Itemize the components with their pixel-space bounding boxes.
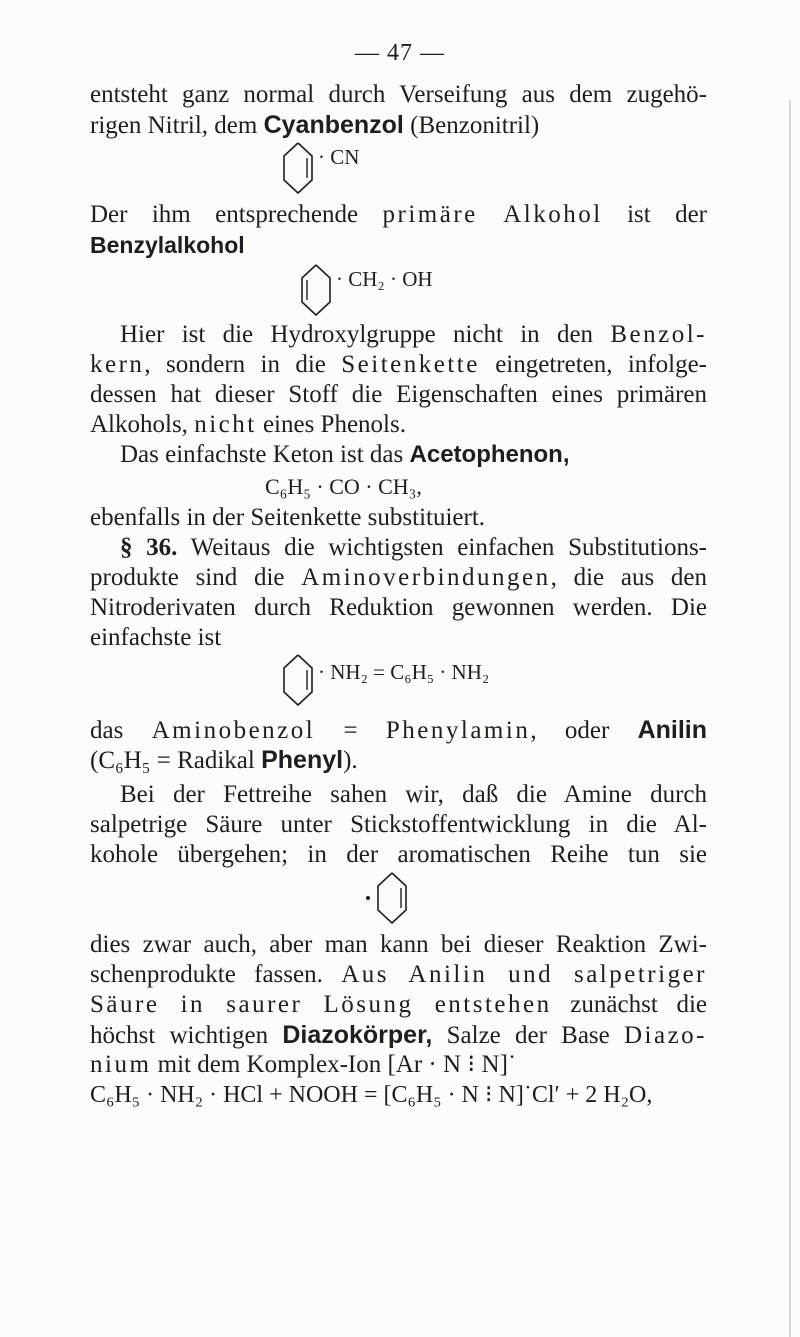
text-line — [120, 440, 570, 470]
term-phenylamin: Phenylamin — [385, 717, 531, 744]
text-line — [90, 990, 707, 1020]
formula-cn: · CN — [318, 145, 360, 169]
text-line — [90, 715, 707, 746]
term-benzolkern-end: kern — [90, 351, 145, 378]
term-acetophenon: Acetophenon, — [409, 441, 570, 468]
text-span: = — [315, 717, 386, 744]
text-line — [90, 1020, 707, 1051]
text-line — [120, 533, 707, 563]
text-line — [90, 745, 358, 776]
text-span: eingetreten, infolge- — [479, 351, 708, 378]
text-span: , die aus den — [550, 564, 707, 591]
text-span: Alkohols, — [90, 411, 195, 438]
text-line: einfachste ist — [90, 624, 222, 651]
text-span: ist der — [602, 201, 707, 228]
text-line — [90, 200, 707, 230]
term-nicht: nicht — [194, 411, 257, 438]
formula-anilin: · NH₂ = C₆H₅ · NH₂ — [318, 660, 490, 684]
term-benzolkern: Benzol- — [610, 321, 707, 348]
text-span: rigen Nitril, dem — [90, 112, 264, 139]
text-span: , sondern in die — [144, 351, 342, 378]
text-line — [90, 1050, 516, 1080]
text-line: Nitroderivaten durch Reduktion gewonnen werden. Die — [90, 594, 707, 621]
term-diazonium: Diazo- — [623, 1022, 708, 1049]
text-span: Weitaus die wichtigsten einfachen Substitutions- — [177, 534, 708, 561]
term-cyanbenzol: Cyanbenzol — [263, 111, 404, 139]
text-span: (Benzonitril) — [403, 112, 540, 139]
text-span: zunächst die — [551, 991, 707, 1018]
text-span: Hier ist die Hydroxylgruppe nicht in den — [120, 321, 611, 348]
benzene-ring-icon — [282, 140, 314, 196]
text-span: , oder — [530, 717, 638, 744]
text-span: das — [90, 717, 152, 744]
text-line — [90, 410, 406, 440]
formula-ch2oh: · CH₂ · OH — [336, 267, 433, 291]
term-aminobenzol: Aminobenzol — [151, 717, 316, 744]
term-seitenkette: Seitenkette — [341, 351, 480, 378]
term-diazonium-end: nium — [90, 1051, 152, 1078]
text-span: eines Phenols. — [256, 411, 406, 438]
formula-acetophenon: C₆H₅ · CO · CH₃, — [265, 474, 422, 499]
text-span: schenprodukte fassen. — [90, 961, 342, 988]
text-span: mit dem Komplex-Ion [Ar · N ⁝ N]˙ — [151, 1051, 517, 1078]
text-line: entsteht ganz normal durch Verseifung aus dem zugehö- — [90, 81, 707, 108]
text-line — [120, 320, 707, 350]
text-line: dies zwar auch, aber man kann bei dieser Reaktion Zwi- — [90, 931, 707, 958]
text-line: ebenfalls in der Seitenkette substituiert. — [90, 504, 486, 531]
benzene-ring-icon — [282, 652, 314, 708]
term-phenyl: Phenyl — [261, 746, 344, 774]
text-line: Bei der Fettreihe sahen wir, daß die Amine durch — [120, 781, 707, 808]
text-span: Das einfachste Keton ist das — [120, 441, 410, 468]
text-line — [90, 110, 539, 141]
text-line — [90, 563, 707, 593]
text-span: (C₆H₅ = Radikal — [90, 747, 262, 774]
text-line — [90, 960, 707, 990]
benzene-ring-icon — [376, 870, 408, 926]
section-number: § 36. — [120, 534, 178, 561]
term-saure-loesung: Säure in saurer Lösung entstehen — [90, 991, 552, 1018]
text-span: produkte sind die — [90, 564, 302, 591]
text-line — [90, 350, 707, 380]
page-number: — 47 — — [355, 40, 445, 66]
dot-mark — [366, 896, 370, 900]
text-line: salpetrige Säure unter Stickstoffentwicklung in die Al- — [90, 811, 707, 838]
term-primaere-alkohol: primäre Alkohol — [382, 201, 603, 228]
page-edge — [789, 100, 791, 1337]
text-span: ). — [343, 747, 358, 774]
text-span: Salze der Base — [432, 1022, 624, 1049]
term-benzylalkohol: Benzylalkohol — [90, 232, 245, 258]
term-aus-anilin: Aus Anilin und salpetriger — [341, 961, 707, 988]
reaction-equation: C₆H₅ · NH₂ · HCl + NOOH = [C₆H₅ · N ⁝ N]˙Cl′ + 2 H₂O, — [90, 1082, 653, 1108]
benzene-ring-icon — [300, 262, 332, 318]
term-diazokoerper: Diazokörper, — [282, 1021, 433, 1049]
text-span: Der ihm entsprechende — [90, 201, 383, 228]
text-line: dessen hat dieser Stoff die Eigenschaften eines primären — [90, 381, 707, 408]
term-aminoverbindungen: Aminoverbindungen — [301, 564, 551, 591]
text-span: höchst wichtigen — [90, 1022, 283, 1049]
text-line: kohole übergehen; in der aromatischen Reihe tun sie — [90, 841, 707, 868]
term-anilin: Anilin — [637, 716, 708, 744]
